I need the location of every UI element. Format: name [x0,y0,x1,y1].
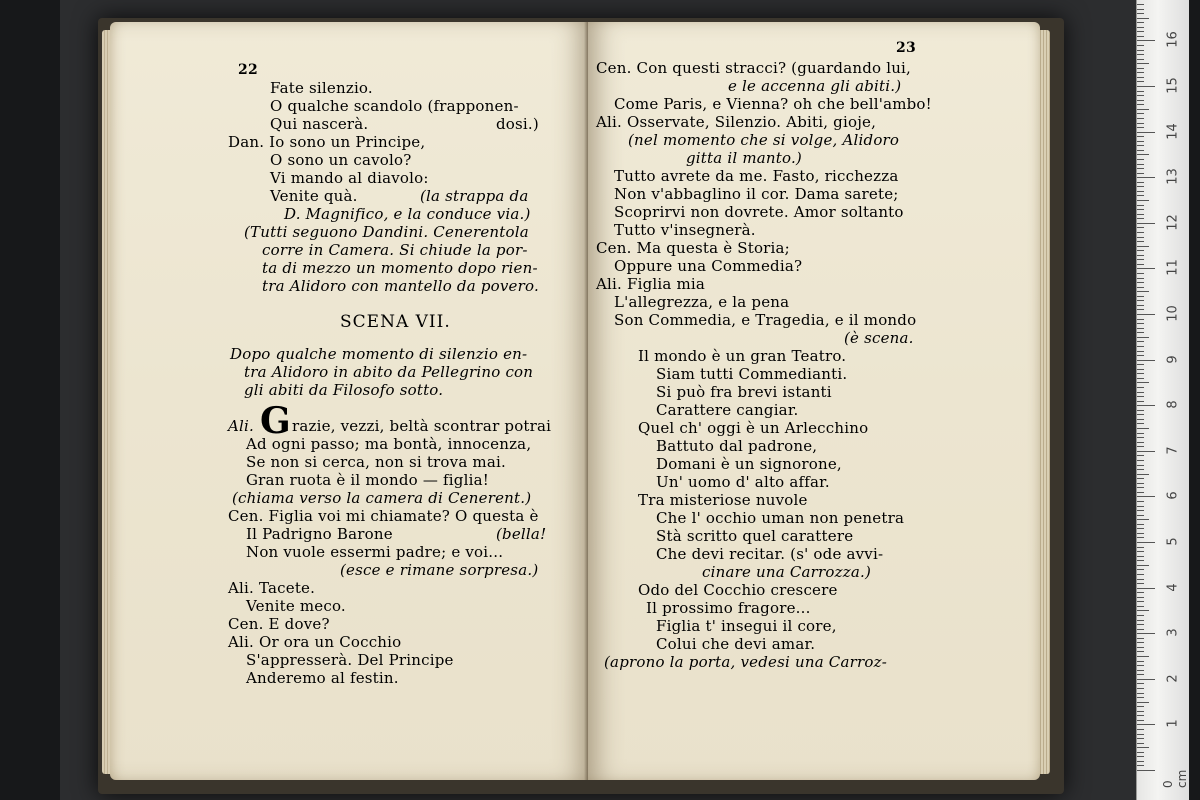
ruler-tick [1137,50,1144,51]
ruler-tick [1137,319,1144,320]
ruler-tick [1137,218,1144,219]
ruler-tick [1137,423,1144,424]
ruler-tick [1137,305,1144,306]
ruler-tick [1137,455,1144,456]
text-line: Che l' occhio uman non penetra [656,509,905,527]
ruler-tick [1137,770,1155,771]
ruler-tick [1137,656,1149,657]
text-line: Gran ruota è il mondo — figlia! [246,471,489,489]
text-line: Odo del Cocchio crescere [638,581,838,599]
ruler-tick [1137,624,1144,625]
ruler-tick [1137,72,1144,73]
ruler-tick [1137,597,1144,598]
ruler-number: 9 [1165,354,1181,364]
ruler-tick [1137,141,1144,142]
ruler-number: 11 [1165,259,1181,277]
ruler-tick [1137,724,1155,725]
stage-direction: (bella! [496,525,547,543]
ruler-tick [1137,200,1149,201]
text-line: Scoprirvi non dovrete. Amor soltanto [614,203,904,221]
ruler-tick [1137,268,1155,269]
text-line: Battuto dal padrone, [656,437,818,455]
ruler-tick [1137,355,1144,356]
stage-direction: (chiama verso la camera di Cenerent.) [232,489,532,507]
ruler-tick [1137,246,1149,247]
ruler-tick [1137,164,1144,165]
text-line: Il mondo è un gran Teatro. [638,347,847,365]
ruler-tick [1137,191,1144,192]
ruler-number: 2 [1165,674,1181,683]
text-line: Siam tutti Commedianti. [656,365,848,383]
ruler-tick [1137,460,1144,461]
text-line: Cen. Con questi stracci? (guardando lui, [596,59,912,77]
ruler-tick [1137,442,1144,443]
ruler-tick [1137,638,1144,639]
stage-direction: tra Alidoro in abito da Pellegrino con [244,363,534,381]
ruler-tick [1137,537,1144,538]
text-line: Non vuole essermi padre; e voi... [246,543,504,561]
ruler-tick [1137,697,1144,698]
stage-direction: tra Alidoro con mantello da povero. [262,277,539,295]
ruler-tick [1137,506,1144,507]
ruler-number: 5 [1165,537,1181,546]
text-line: Venite meco. [246,597,346,615]
text-line: Domani è un signorone, [656,455,842,473]
ruler-tick [1137,633,1155,634]
ruler-tick [1137,255,1144,256]
text-line: L'allegrezza, e la pena [614,293,790,311]
stage-direction: (la strappa da [420,187,529,205]
ruler-tick [1137,36,1144,37]
text-line: Ali. Osservate, Silenzio. Abiti, gioje, [596,113,877,131]
ruler-tick [1137,45,1144,46]
ruler-tick [1137,556,1144,557]
ruler-tick [1137,743,1144,744]
ruler-tick [1137,40,1155,41]
ruler-tick [1137,241,1144,242]
ruler-tick [1137,414,1144,415]
text-line: Ali. Figlia mia [596,275,706,293]
ruler-number: 3 [1165,628,1181,637]
ruler-tick [1137,396,1144,397]
ruler-tick [1137,59,1144,60]
stage-direction: (è scena. [844,329,914,347]
ruler-number: 8 [1165,400,1181,409]
ruler-tick [1137,328,1144,329]
ruler-tick [1137,533,1144,534]
ruler-tick [1137,159,1144,160]
ruler-tick [1137,392,1144,393]
text-line: Dan. Io sono un Principe, [228,133,426,151]
text-line: Ali. Or ora un Cocchio [228,633,402,651]
stage-direction: gli abiti da Filosofo sotto. [244,381,444,399]
ruler-tick [1137,542,1155,543]
ruler-tick [1137,428,1149,429]
ruler-tick [1137,647,1144,648]
ruler-tick [1137,136,1144,137]
ruler-tick [1137,610,1149,611]
ruler-tick [1137,419,1144,420]
stage-direction: (Tutti seguono Dandini. Cenerentola [244,223,529,241]
ruler-tick [1137,182,1144,183]
ruler-tick [1137,91,1144,92]
ruler-number: 10 [1165,305,1181,322]
ruler-tick [1137,574,1144,575]
stage-direction: D. Magnifico, e la conduce via.) [284,205,531,223]
ruler-tick [1137,683,1144,684]
ruler-tick [1137,515,1144,516]
stage-direction: ta di mezzo un momento dopo rien- [262,259,538,277]
ruler-tick [1137,264,1144,265]
ruler-tick [1137,113,1144,114]
ruler-tick [1137,661,1144,662]
ruler-tick [1137,341,1144,342]
ruler-tick [1137,756,1144,757]
ruler-number: 7 [1165,446,1181,455]
ruler-tick [1137,18,1149,19]
ruler-tick [1137,227,1144,228]
text-line: Tra misteriose nuvole [638,491,808,509]
ruler-tick [1137,752,1144,753]
text-line: Il prossimo fragore... [646,599,811,617]
ruler-tick [1137,95,1144,96]
ruler-tick [1137,4,1144,5]
ruler-tick [1137,173,1144,174]
ruler-tick [1137,720,1144,721]
text-line: razie, vezzi, beltà scontrar potrai [292,417,552,435]
ruler-tick [1137,510,1144,511]
ruler-tick [1137,405,1155,406]
ruler-tick [1137,282,1144,283]
ruler-tick [1137,693,1144,694]
text-line: Quel ch' oggi è un Arlecchino [638,419,869,437]
ruler-tick [1137,547,1144,548]
text-line: Oppure una Commedia? [614,257,803,275]
ruler-tick [1137,27,1144,28]
ruler-tick [1137,665,1144,666]
text-line: Tutto avrete da me. Fasto, ricchezza [614,167,899,185]
ruler-tick [1137,433,1144,434]
ruler-tick [1137,765,1144,766]
ruler-tick [1137,132,1155,133]
ruler-tick [1137,469,1144,470]
ruler-tick [1137,291,1149,292]
text-line: Colui che devi amar. [656,635,816,653]
text-line: Si può fra brevi istanti [656,383,832,401]
text-line: Vi mando al diavolo: [270,169,429,187]
stage-direction: Dopo qualche momento di silenzio en- [230,345,528,363]
ruler-tick [1137,560,1144,561]
text-line: Anderemo al festin. [246,669,399,687]
ruler-tick [1137,186,1144,187]
ruler-tick [1137,118,1144,119]
ruler-tick [1137,583,1144,584]
ruler-tick [1137,296,1144,297]
text-line: Son Commedia, e Tragedia, e il mondo [614,311,917,329]
text-line: Carattere cangiar. [656,401,799,419]
ruler-tick [1137,674,1144,675]
ruler-tick [1137,706,1144,707]
ruler-tick [1137,31,1144,32]
ruler-tick [1137,501,1144,502]
ruler-tick [1137,729,1144,730]
ruler-tick [1137,401,1144,402]
text-line: Non v'abbaglino il cor. Dama sarete; [614,185,899,203]
ruler-tick [1137,437,1144,438]
ruler-tick [1137,337,1149,338]
ruler-tick [1137,747,1149,748]
ruler-tick [1137,620,1144,621]
ruler-number: 1 [1165,719,1181,729]
ruler-tick [1137,569,1144,570]
ruler-tick [1137,332,1144,333]
ruler-tick [1137,232,1144,233]
ruler-tick [1137,588,1155,589]
ruler-unit-label: 0 cm [1161,769,1189,788]
ruler-tick [1137,474,1149,475]
ruler-tick [1137,378,1144,379]
ruler-tick [1137,237,1144,238]
left-page-number: 22 [238,62,258,78]
text-line: Cen. Ma questa è Storia; [596,239,790,257]
text-line: Fate silenzio. [270,79,373,97]
ruler-tick [1137,715,1144,716]
ruler-tick [1137,451,1155,452]
ruler-tick [1137,214,1144,215]
ruler-number: 12 [1165,214,1181,231]
ruler-tick [1137,109,1149,110]
ruler-tick [1137,209,1144,210]
text-line: dosi.) [496,115,539,133]
text-line: Se non si cerca, non si trova mai. [246,453,506,471]
text-line: S'appresserà. Del Principe [246,651,454,669]
stage-direction: (esce e rimane sorpresa.) [340,561,539,579]
text-line: Figlia t' insegui il core, [656,617,837,635]
ruler-tick [1137,364,1144,365]
ruler-tick [1137,483,1144,484]
ruler-tick [1137,309,1144,310]
ruler-tick [1137,761,1144,762]
ruler-tick [1137,446,1144,447]
ruler-tick [1137,629,1144,630]
text-line: Come Paris, e Vienna? oh che bell'ambo! [614,95,932,113]
text-line: O qualche scandolo (frapponen- [270,97,519,115]
ruler-tick [1137,496,1155,497]
ruler-tick [1137,177,1155,178]
ruler-tick [1137,579,1144,580]
ruler-tick [1137,63,1149,64]
stage-direction: e le accenna gli abiti.) [728,77,902,95]
ruler-tick [1137,223,1155,224]
ruler-tick [1137,145,1144,146]
ruler-tick [1137,492,1144,493]
right-page-number: 23 [896,40,916,56]
ruler-tick [1137,150,1144,151]
ruler-tick [1137,528,1144,529]
ruler-tick [1137,104,1144,105]
ruler-tick [1137,154,1149,155]
ruler-tick [1137,127,1144,128]
ruler-tick [1137,22,1144,23]
ruler-tick [1137,259,1144,260]
ruler-tick [1137,278,1144,279]
ruler-tick [1137,410,1144,411]
ruler-tick [1137,54,1144,55]
stage-direction: gitta il manto.) [686,149,802,167]
ruler-tick [1137,688,1144,689]
text-line: Venite quà. [270,187,358,205]
ruler-number: 15 [1165,77,1181,94]
ruler-tick [1137,642,1144,643]
text-line: Che devi recitar. (s' ode avvi- [656,545,884,563]
ruler-tick [1137,465,1144,466]
stage-direction: (aprono la porta, vedesi una Carroz- [604,653,887,671]
ruler-tick [1137,565,1149,566]
ruler-number: 13 [1165,168,1181,185]
ruler-tick [1137,679,1155,680]
ruler-tick [1137,123,1144,124]
ruler-tick [1137,346,1144,347]
ruler-tick [1137,606,1144,607]
ruler-tick [1137,250,1144,251]
ruler-tick [1137,734,1144,735]
ruler-number: 4 [1165,582,1181,592]
ruler-tick [1137,77,1144,78]
ruler-tick [1137,478,1144,479]
ruler-tick [1137,323,1144,324]
drop-cap: G [260,400,291,442]
ruler-tick [1137,382,1149,383]
ruler-tick [1137,68,1144,69]
ruler-tick [1137,601,1144,602]
measuring-ruler [1136,0,1189,800]
text-line: Un' uomo d' alto affar. [656,473,830,491]
text-line: Stà scritto quel carattere [656,527,854,545]
ruler-tick [1137,524,1144,525]
text-line: Ali. Tacete. [228,579,316,597]
ruler-tick [1137,373,1144,374]
text-line: O sono un cavolo? [270,151,412,169]
ruler-tick [1137,369,1144,370]
text-line: Cen. E dove? [228,615,330,633]
ruler-tick [1137,81,1144,82]
ruler-tick [1137,351,1144,352]
ruler-tick [1137,360,1155,361]
text-line: Il Padrigno Barone [246,525,393,543]
ruler-tick [1137,711,1144,712]
ruler-tick [1137,670,1144,671]
ruler-tick [1137,205,1144,206]
text-line: Qui nascerà. [270,115,369,133]
speaker-label: Ali. [228,417,254,435]
text-line: Tutto v'insegnerà. [614,221,756,239]
ruler-tick [1137,13,1144,14]
ruler-number: 16 [1165,31,1181,49]
ruler-tick [1137,287,1144,288]
ruler-tick [1137,86,1155,87]
ruler-number: 14 [1165,122,1181,140]
ruler-tick [1137,738,1144,739]
ruler-tick [1137,9,1144,10]
ruler-tick [1137,387,1144,388]
ruler-tick [1137,100,1144,101]
ruler-tick [1137,168,1144,169]
stage-direction: cinare una Carrozza.) [702,563,872,581]
ruler-tick [1137,651,1144,652]
text-line: Ad ogni passo; ma bontà, innocenza, [246,435,532,453]
ruler-number: 6 [1165,491,1181,501]
stage-direction: (nel momento che si volge, Alidoro [628,131,900,149]
ruler-tick [1137,551,1144,552]
ruler-tick [1137,592,1144,593]
text-line: Cen. Figlia voi mi chiamate? O questa è [228,507,539,525]
ruler-tick [1137,487,1144,488]
ruler-tick [1137,615,1144,616]
ruler-tick [1137,300,1144,301]
ruler-tick [1137,195,1144,196]
stage-direction: corre in Camera. Si chiude la por- [262,241,528,259]
scene-heading: SCENA VII. [340,312,451,332]
ruler-tick [1137,273,1144,274]
ruler-tick [1137,519,1149,520]
ruler-tick [1137,702,1149,703]
ruler-tick [1137,314,1155,315]
